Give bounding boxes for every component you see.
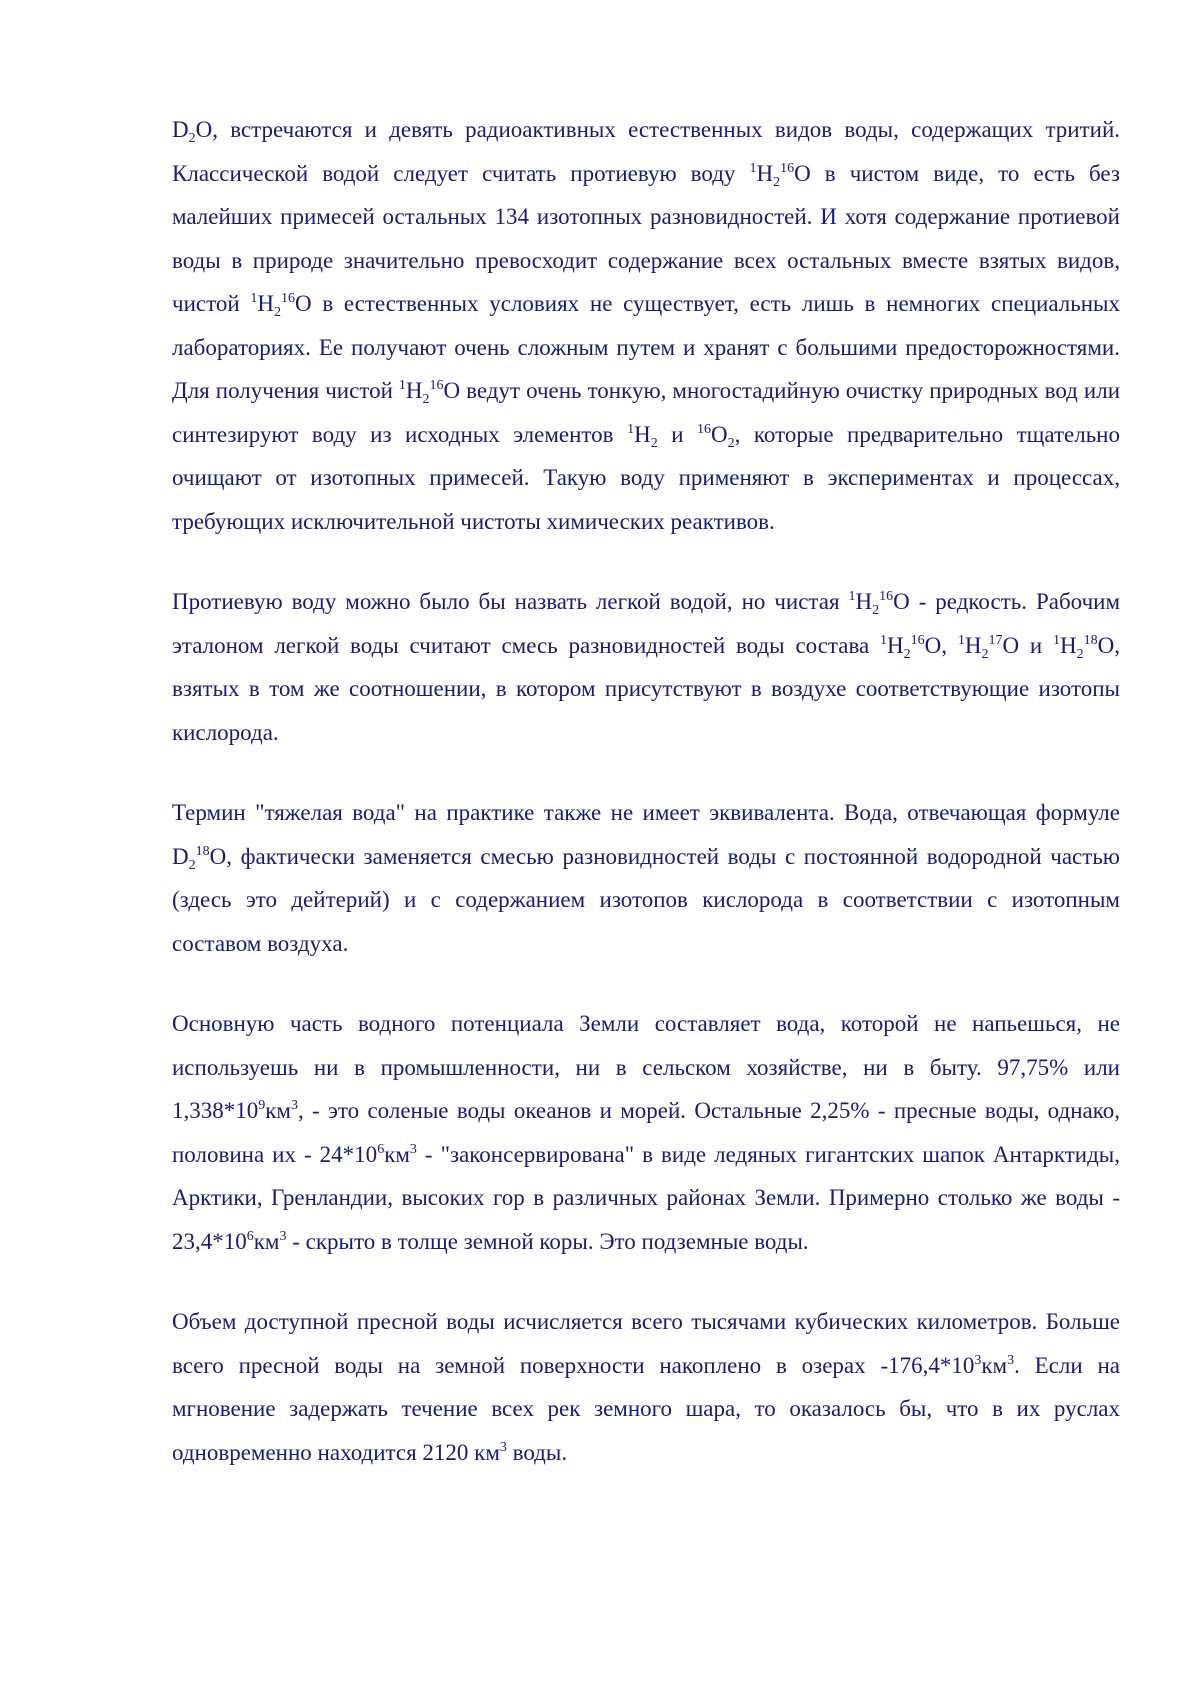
text-run: O, взятых в том же соотношении, в котором присутствуют в воздухе соответствующие изотопы кислорода. xyxy=(172,632,1120,745)
text-run: O и xyxy=(1002,632,1053,658)
document-page xyxy=(172,108,1120,1474)
superscript: 16 xyxy=(780,160,795,176)
paragraph-heavy-water xyxy=(172,791,1120,965)
text-run: км xyxy=(384,1141,410,1167)
text-run: H xyxy=(855,589,873,614)
superscript: 18 xyxy=(195,843,210,859)
superscript: 1 xyxy=(627,421,635,437)
subscript: 2 xyxy=(981,646,989,662)
text-run: Основную часть водного потенциала Земли составляет вода, которой не напьешься, не используешь ни в промышленности, ни в сельском хозяйстве, ни в быту. 97,75% или 1,338*10 xyxy=(172,1011,1120,1123)
text-run: Термин "тяжелая вода" на практике также не имеет эквивалента. Вода, отвечающая формуле D xyxy=(172,800,1120,869)
text-run: O, фактически заменяется смесью разновидностей воды с постоянной водородной частью (здесь это дейтерий) и с содержанием изотопов кислорода в соответствии с изотопным составом воздуха. xyxy=(172,843,1120,956)
superscript: 3 xyxy=(974,1352,982,1368)
text-run: км xyxy=(981,1352,1008,1378)
text-run: O в чистом виде, то есть без малейших примесей остальных 134 изотопных разновидностей. И хотя содержание протиевой воды в природе значительно превосходит содержание всех остальных вместе взятых видов, чистой xyxy=(172,160,1121,316)
superscript: 6 xyxy=(246,1228,254,1244)
text-run: D xyxy=(172,117,189,142)
text-run: O - редкость. Рабочим эталоном легкой воды считают смесь разновидностей воды состава xyxy=(172,589,1120,658)
superscript: 18 xyxy=(1083,632,1098,648)
text-run: и xyxy=(657,421,698,447)
text-run: H xyxy=(1060,632,1077,658)
superscript: 1 xyxy=(957,632,965,648)
subscript: 2 xyxy=(1076,646,1084,662)
text-run: H xyxy=(405,378,423,403)
superscript: 3 xyxy=(499,1439,507,1455)
subscript: 2 xyxy=(773,174,781,190)
superscript: 1 xyxy=(398,378,406,393)
text-run: Протиевую воду можно было бы назвать легкой водой, но чистая xyxy=(172,589,849,614)
text-run: H xyxy=(887,632,904,658)
subscript: 2 xyxy=(727,435,735,451)
superscript: 16 xyxy=(281,291,295,306)
text-run: км xyxy=(265,1098,291,1123)
text-run: O ведут очень тонкую, многостадийную очистку природных вод или синтезируют воду из исходных элементов xyxy=(172,378,1121,447)
superscript: 16 xyxy=(429,378,444,393)
superscript: 3 xyxy=(409,1141,417,1157)
subscript: 2 xyxy=(188,857,196,873)
paragraph-light-water xyxy=(172,580,1120,754)
subscript: 2 xyxy=(422,392,430,407)
superscript: 1 xyxy=(749,160,757,176)
subscript: 2 xyxy=(274,305,281,320)
paragraph-fresh-water xyxy=(172,1300,1120,1474)
text-run: O xyxy=(711,421,728,447)
subscript: 2 xyxy=(903,646,911,662)
superscript: 1 xyxy=(848,589,856,604)
text-run: км xyxy=(253,1228,280,1254)
superscript: 3 xyxy=(290,1098,298,1113)
superscript: 17 xyxy=(988,632,1003,648)
superscript: 1 xyxy=(880,632,888,648)
superscript: 16 xyxy=(879,589,894,604)
superscript: 9 xyxy=(258,1098,266,1113)
text-run: , которые предварительно тщательно очищают от изотопных примесей. Такую воду применяют в экспериментах и процессах, требующих исключительной чистоты химических реактивов. xyxy=(172,421,1120,534)
text-run: воды. xyxy=(506,1439,568,1465)
subscript: 2 xyxy=(188,131,196,146)
subscript: 2 xyxy=(650,435,658,451)
text-run: H xyxy=(964,632,982,658)
superscript: 16 xyxy=(910,632,925,648)
text-run: - скрыто в толще земной коры. Это подземные воды. xyxy=(286,1228,809,1254)
paragraph-protium-water xyxy=(172,108,1120,543)
superscript: 1 xyxy=(250,291,258,306)
superscript: 6 xyxy=(377,1141,385,1157)
text-run: O в естественных условиях не существует, есть лишь в немногих специальных лабораториях. Ее получают очень сложным путем и хранят с большими предосторожностями. Для получения чистой xyxy=(172,291,1120,403)
text-run: Объем доступной пресной воды исчисляется всего тысячами кубических километров. Больше всего пресной воды на земной поверхности накоплено в озерах -176,4*10 xyxy=(172,1309,1120,1378)
subscript: 2 xyxy=(872,603,880,618)
superscript: 3 xyxy=(279,1228,287,1244)
text-run: H xyxy=(257,291,274,316)
superscript: 3 xyxy=(1007,1352,1015,1368)
superscript: 16 xyxy=(697,421,712,437)
paragraph-water-potential xyxy=(172,1002,1120,1263)
text-run: O, xyxy=(924,632,958,658)
text-run: O, встречаются и девять радиоактивных естественных видов воды, содержащих тритий. Классической водой следует считать протиевую воду xyxy=(172,117,1120,186)
text-run: H xyxy=(756,160,774,186)
text-run: , - это соленые воды океанов и морей. Остальные 2,25% - пресные воды, однако, половина их - 24*10 xyxy=(172,1098,1120,1167)
text-run: - "законсервирована" в виде ледяных гигантских шапок Антарктиды, Арктики, Гренландии, высоких гор в различных районах Земли. Примерно столько же воды - 23,4*10 xyxy=(172,1141,1121,1254)
superscript: 1 xyxy=(1053,632,1060,648)
text-run: . Если на мгновение задержать течение всех рек земного шара, то оказалось бы, что в их руслах одновременно находится 2120 км xyxy=(172,1352,1121,1465)
text-run: H xyxy=(634,421,651,447)
